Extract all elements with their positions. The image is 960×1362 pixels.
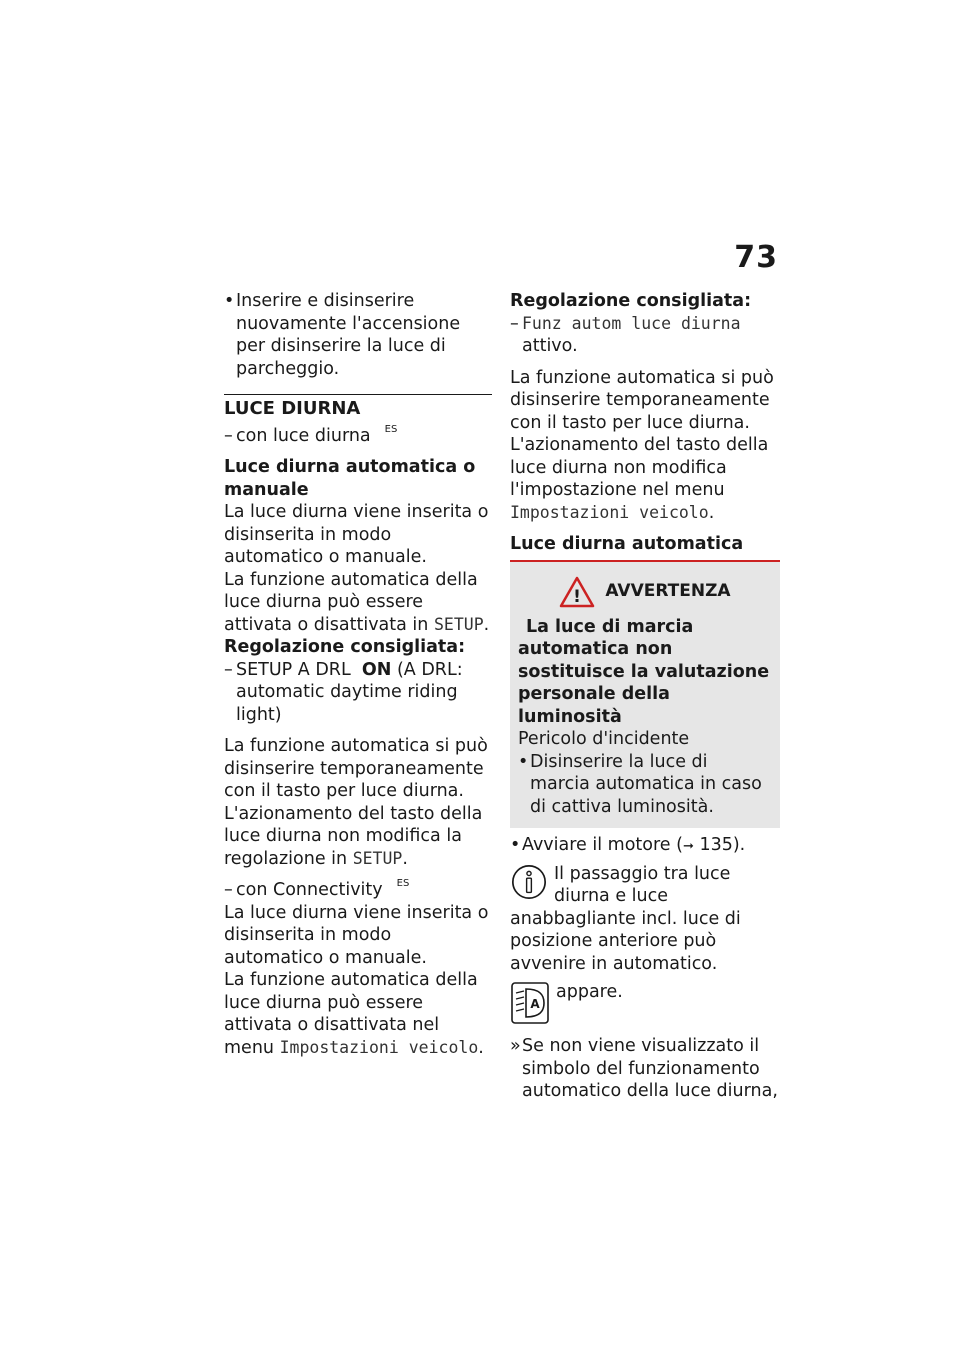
section-title: LUCE DIURNA — [224, 394, 492, 421]
recommended-title: Regolazione consigliata: — [224, 637, 466, 657]
bullet-icon: • — [224, 291, 235, 311]
menu-reference: Impostazioni veicolo — [510, 502, 709, 522]
variant-tag: ES — [384, 423, 398, 435]
warning-header — [518, 576, 772, 608]
warning-heading: La luce di marcia automatica non sostituisce la valutazione personale della luminosità — [518, 616, 770, 727]
warning-action: • Disinserire la luce di marcia automatica in caso di cattiva luminosità. — [518, 751, 762, 817]
paragraph: La funzione automatica della luce diurna può essere attivata o disattivata nel menu Impostazioni veicolo. — [224, 970, 484, 1058]
subsection-title: Luce diurna automatica — [510, 534, 744, 554]
info-note — [510, 863, 780, 976]
symbol-text: appare. — [556, 982, 623, 1002]
variant-text: con Connectivity — [236, 880, 383, 900]
recommended-title: Regolazione consigliata: — [510, 291, 752, 311]
paragraph: La luce diurna viene inserita o disinserita in modo automatico o manuale. — [224, 502, 489, 567]
warning-box — [510, 560, 780, 829]
result: » Se non viene visualizzato il simbolo del funzionamento automatico della luce diurna, — [510, 1036, 778, 1101]
variant-tag: ES — [396, 878, 410, 889]
left-column — [224, 290, 492, 1059]
warning-triangle-icon — [559, 576, 595, 608]
step: • Avviare il motore (➞ 135). — [510, 835, 746, 855]
variant-line: – con Connectivity ES — [224, 879, 492, 902]
menu-reference: Impostazioni veicolo — [279, 1037, 479, 1057]
svg-text:A: A — [530, 997, 540, 1011]
menu-reference: SETUP — [352, 848, 403, 868]
paragraph: La funzione automatica si può disinserire temporaneamente con il tasto per luce diurna. L'azionamento del tasto della luce diurna non modifica la regolazione in SETUP. — [224, 736, 488, 869]
right-column — [510, 290, 780, 1103]
result-arrow-icon: » — [510, 1036, 521, 1056]
on-label: ON — [361, 659, 392, 680]
info-icon — [510, 863, 548, 901]
page-number: 73 — [734, 240, 778, 275]
menu-reference: SETUP — [433, 614, 484, 634]
list-item: – SETUP A DRL ON (A DRL: automatic daytime riding light) — [224, 659, 463, 725]
menu-reference: Funz autom luce diurna — [522, 313, 741, 333]
variant-line: – con luce diurna ES — [224, 425, 492, 448]
warning-risk: Pericolo d'incidente — [518, 729, 690, 749]
bullet-text: Inserire e disinserire nuovamente l'accensione per disinserire la luce di parcheggio. — [236, 291, 461, 379]
warning-label: AVVERTENZA — [605, 581, 731, 602]
list-item — [224, 290, 492, 380]
svg-text:!: ! — [573, 586, 582, 607]
symbol-note — [510, 981, 780, 1029]
info-text: Il passaggio tra luce diurna e luce anabbagliante incl. luce di posizione anteriore può avvenire in automatico. — [510, 863, 741, 974]
paragraph: La funzione automatica della luce diurna può essere attivata o disattivata in SETUP. — [224, 569, 490, 635]
auto-daytime-light-icon — [510, 981, 550, 1025]
paragraph: La luce diurna viene inserita o disinserita in modo automatico o manuale. — [224, 902, 489, 968]
subsection-title: Luce diurna automatica o manuale — [224, 457, 476, 500]
variant-text: con luce diurna — [236, 425, 371, 446]
list-item: – Funz autom luce diurna attivo. — [510, 313, 741, 356]
page-ref-arrow-icon: ➞ — [682, 839, 694, 854]
page-reference: 135). — [699, 835, 746, 855]
paragraph: La funzione automatica si può disinserire temporaneamente con il tasto per luce diurna. L'azionamento del tasto della luce diurna non modifica l'impostazione nel menu Impostazioni veicolo. — [510, 367, 774, 523]
